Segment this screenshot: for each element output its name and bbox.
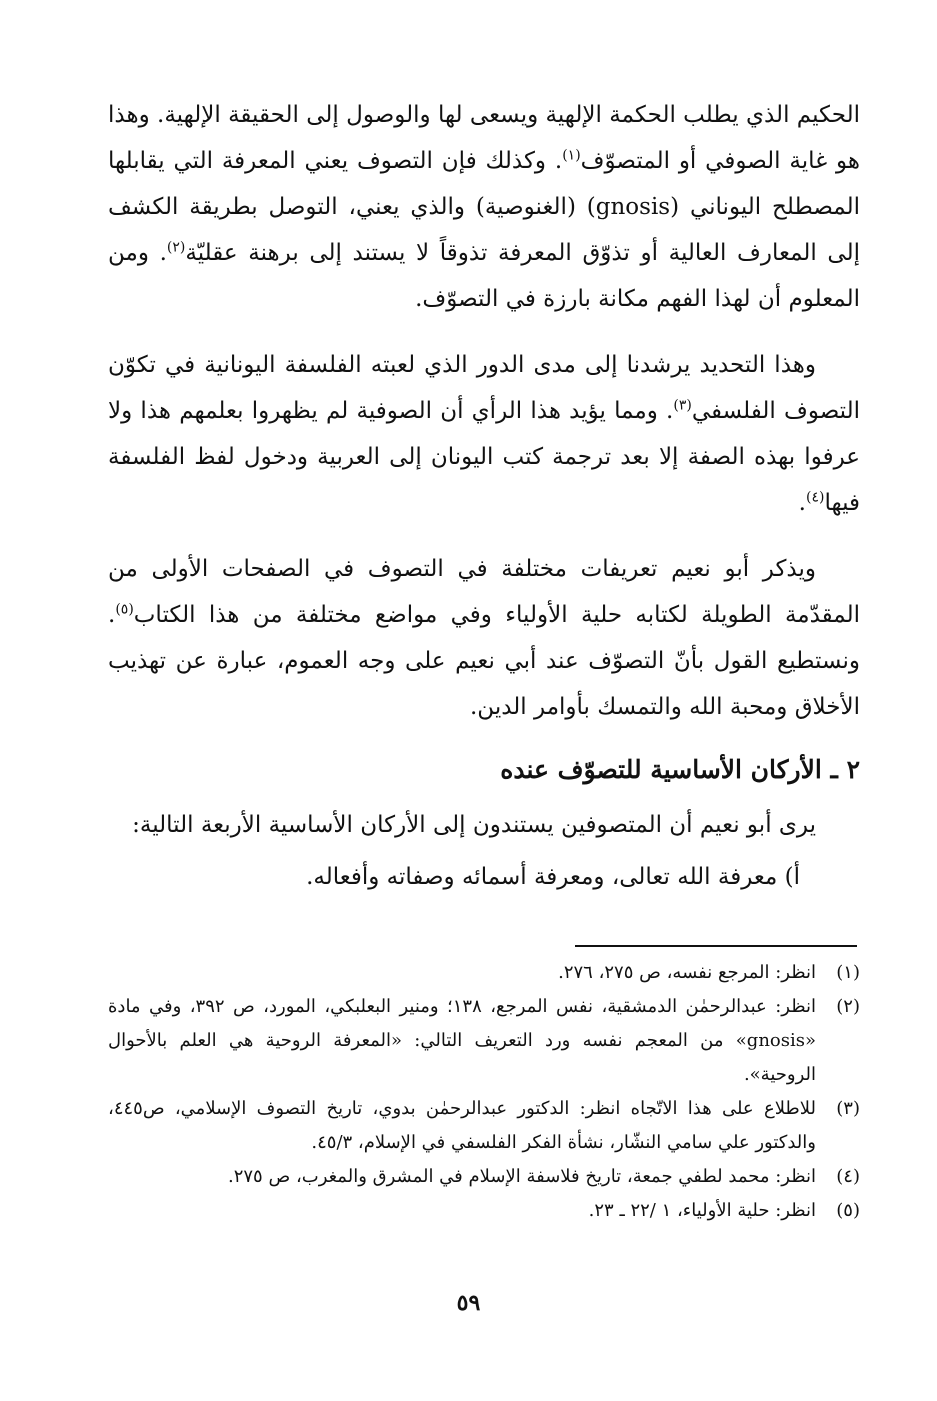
paragraph-text: الحكيم الذي يطلب الحكمة الإلهية ويسعى لها والوصول إلى الحقيقة الإلهية. وهذا هو غاية الصوفي أو المتصوّف xyxy=(108,102,860,174)
footnote-text: للاطلاع على هذا الاتّجاه انظر: الدكتور عبدالرحمٰن بدوي، تاريخ التصوف الإسلامي، ص٤٤٥، والدكتور علي سامي النشّار، نشأة الفكر الفلسفي في الإسلام، ٤٥/٣. xyxy=(108,1098,816,1153)
footnote-ref[interactable]: (٤) xyxy=(805,489,825,506)
footnotes xyxy=(108,956,860,1228)
paragraph-text: . xyxy=(798,490,806,516)
footnote-ref[interactable]: (٥) xyxy=(115,601,134,618)
page-number: ٥٩ xyxy=(456,1290,481,1316)
paragraph-text: . ونستطيع القول بأنّ التصوّف عند أبي نعيم على وجه العموم، عبارة عن تهذيب الأخلاق ومحبة الله والتمسك بأوامر الدين. xyxy=(108,602,860,720)
footnote-number: (٢) xyxy=(836,996,860,1017)
paragraph-text: . ومما يؤيد هذا الرأي أن الصوفية لم يظهروا بعلمهم هذا ولا عرفوا بهذه الصفة إلا بعد ترجمة كتب اليونان إلى العربية ودخول لفظ الفلسفة فيها xyxy=(108,398,860,516)
footnote-text: انظر: محمد لطفي جمعة، تاريخ فلاسفة الإسلام في المشرق والمغرب، ص ٢٧٥. xyxy=(227,1166,816,1187)
paragraph-4: يرى أبو نعيم أن المتصوفين يستندون إلى الأركان الأساسية الأربعة التالية: xyxy=(132,812,816,838)
paragraph-3 xyxy=(108,546,860,730)
paragraph-2 xyxy=(108,342,860,526)
footnote-4 xyxy=(108,1160,860,1194)
paragraph-text: وهذا التحديد يرشدنا إلى مدى الدور الذي لعبته الفلسفة اليونانية في تكوّن التصوف الفلسفي xyxy=(108,352,860,424)
list-item-a: أ) معرفة الله تعالى، ومعرفة أسمائه وصفاته وأفعاله. xyxy=(306,864,800,890)
paragraph-text: . ومن المعلوم أن لهذا الفهم مكانة بارزة في التصوّف. xyxy=(108,240,860,312)
footnote-3 xyxy=(108,1092,860,1160)
footnote-text: انظر: المرجع نفسه، ص ٢٧٥، ٢٧٦. xyxy=(558,962,816,983)
footnote-number: (١) xyxy=(836,962,860,983)
paragraph-1 xyxy=(108,92,860,322)
footnote-5 xyxy=(108,1194,860,1228)
section-heading: ٢ ـ الأركان الأساسية للتصوّف عنده xyxy=(500,755,860,784)
footnote-ref[interactable]: (٣) xyxy=(673,397,692,414)
footnote-divider xyxy=(575,945,857,947)
paragraph-text: . وكذلك فإن التصوف يعني المعرفة التي يقابلها المصطلح اليوناني (gnosis) (الغنوصية) والذي يعني، التوصل بطريقة الكشف إلى المعارف العالية أو تذوّق المعرفة تذوقاً لا يستند إلى برهنة عقليّة xyxy=(108,148,860,266)
footnote-number: (٣) xyxy=(836,1098,860,1119)
footnote-number: (٤) xyxy=(836,1166,860,1187)
footnote-1 xyxy=(108,956,860,990)
footnote-text: انظر: عبدالرحمٰن الدمشقية، نفس المرجع، ١٣٨؛ ومنير البعلبكي، المورد، ص ٣٩٢، وفي مادة «gnosis» من المعجم نفسه ورد التعريف التالي: «المعرفة الروحية هي العلم بالأحوال الروحية». xyxy=(108,996,816,1085)
footnote-2 xyxy=(108,990,860,1092)
footnote-ref[interactable]: (١) xyxy=(562,147,581,164)
footnote-text: انظر: حلية الأولياء، ١ /٢٢ ـ ٢٣. xyxy=(588,1200,816,1221)
paragraph-text: ويذكر أبو نعيم تعريفات مختلفة في التصوف في الصفحات الأولى من المقدّمة الطويلة لكتابه حلية الأولياء وفي مواضع مختلفة من هذا الكتاب xyxy=(108,556,860,628)
footnote-ref[interactable]: (٢) xyxy=(166,239,186,256)
main-text xyxy=(108,92,860,900)
footnote-number: (٥) xyxy=(836,1200,860,1221)
